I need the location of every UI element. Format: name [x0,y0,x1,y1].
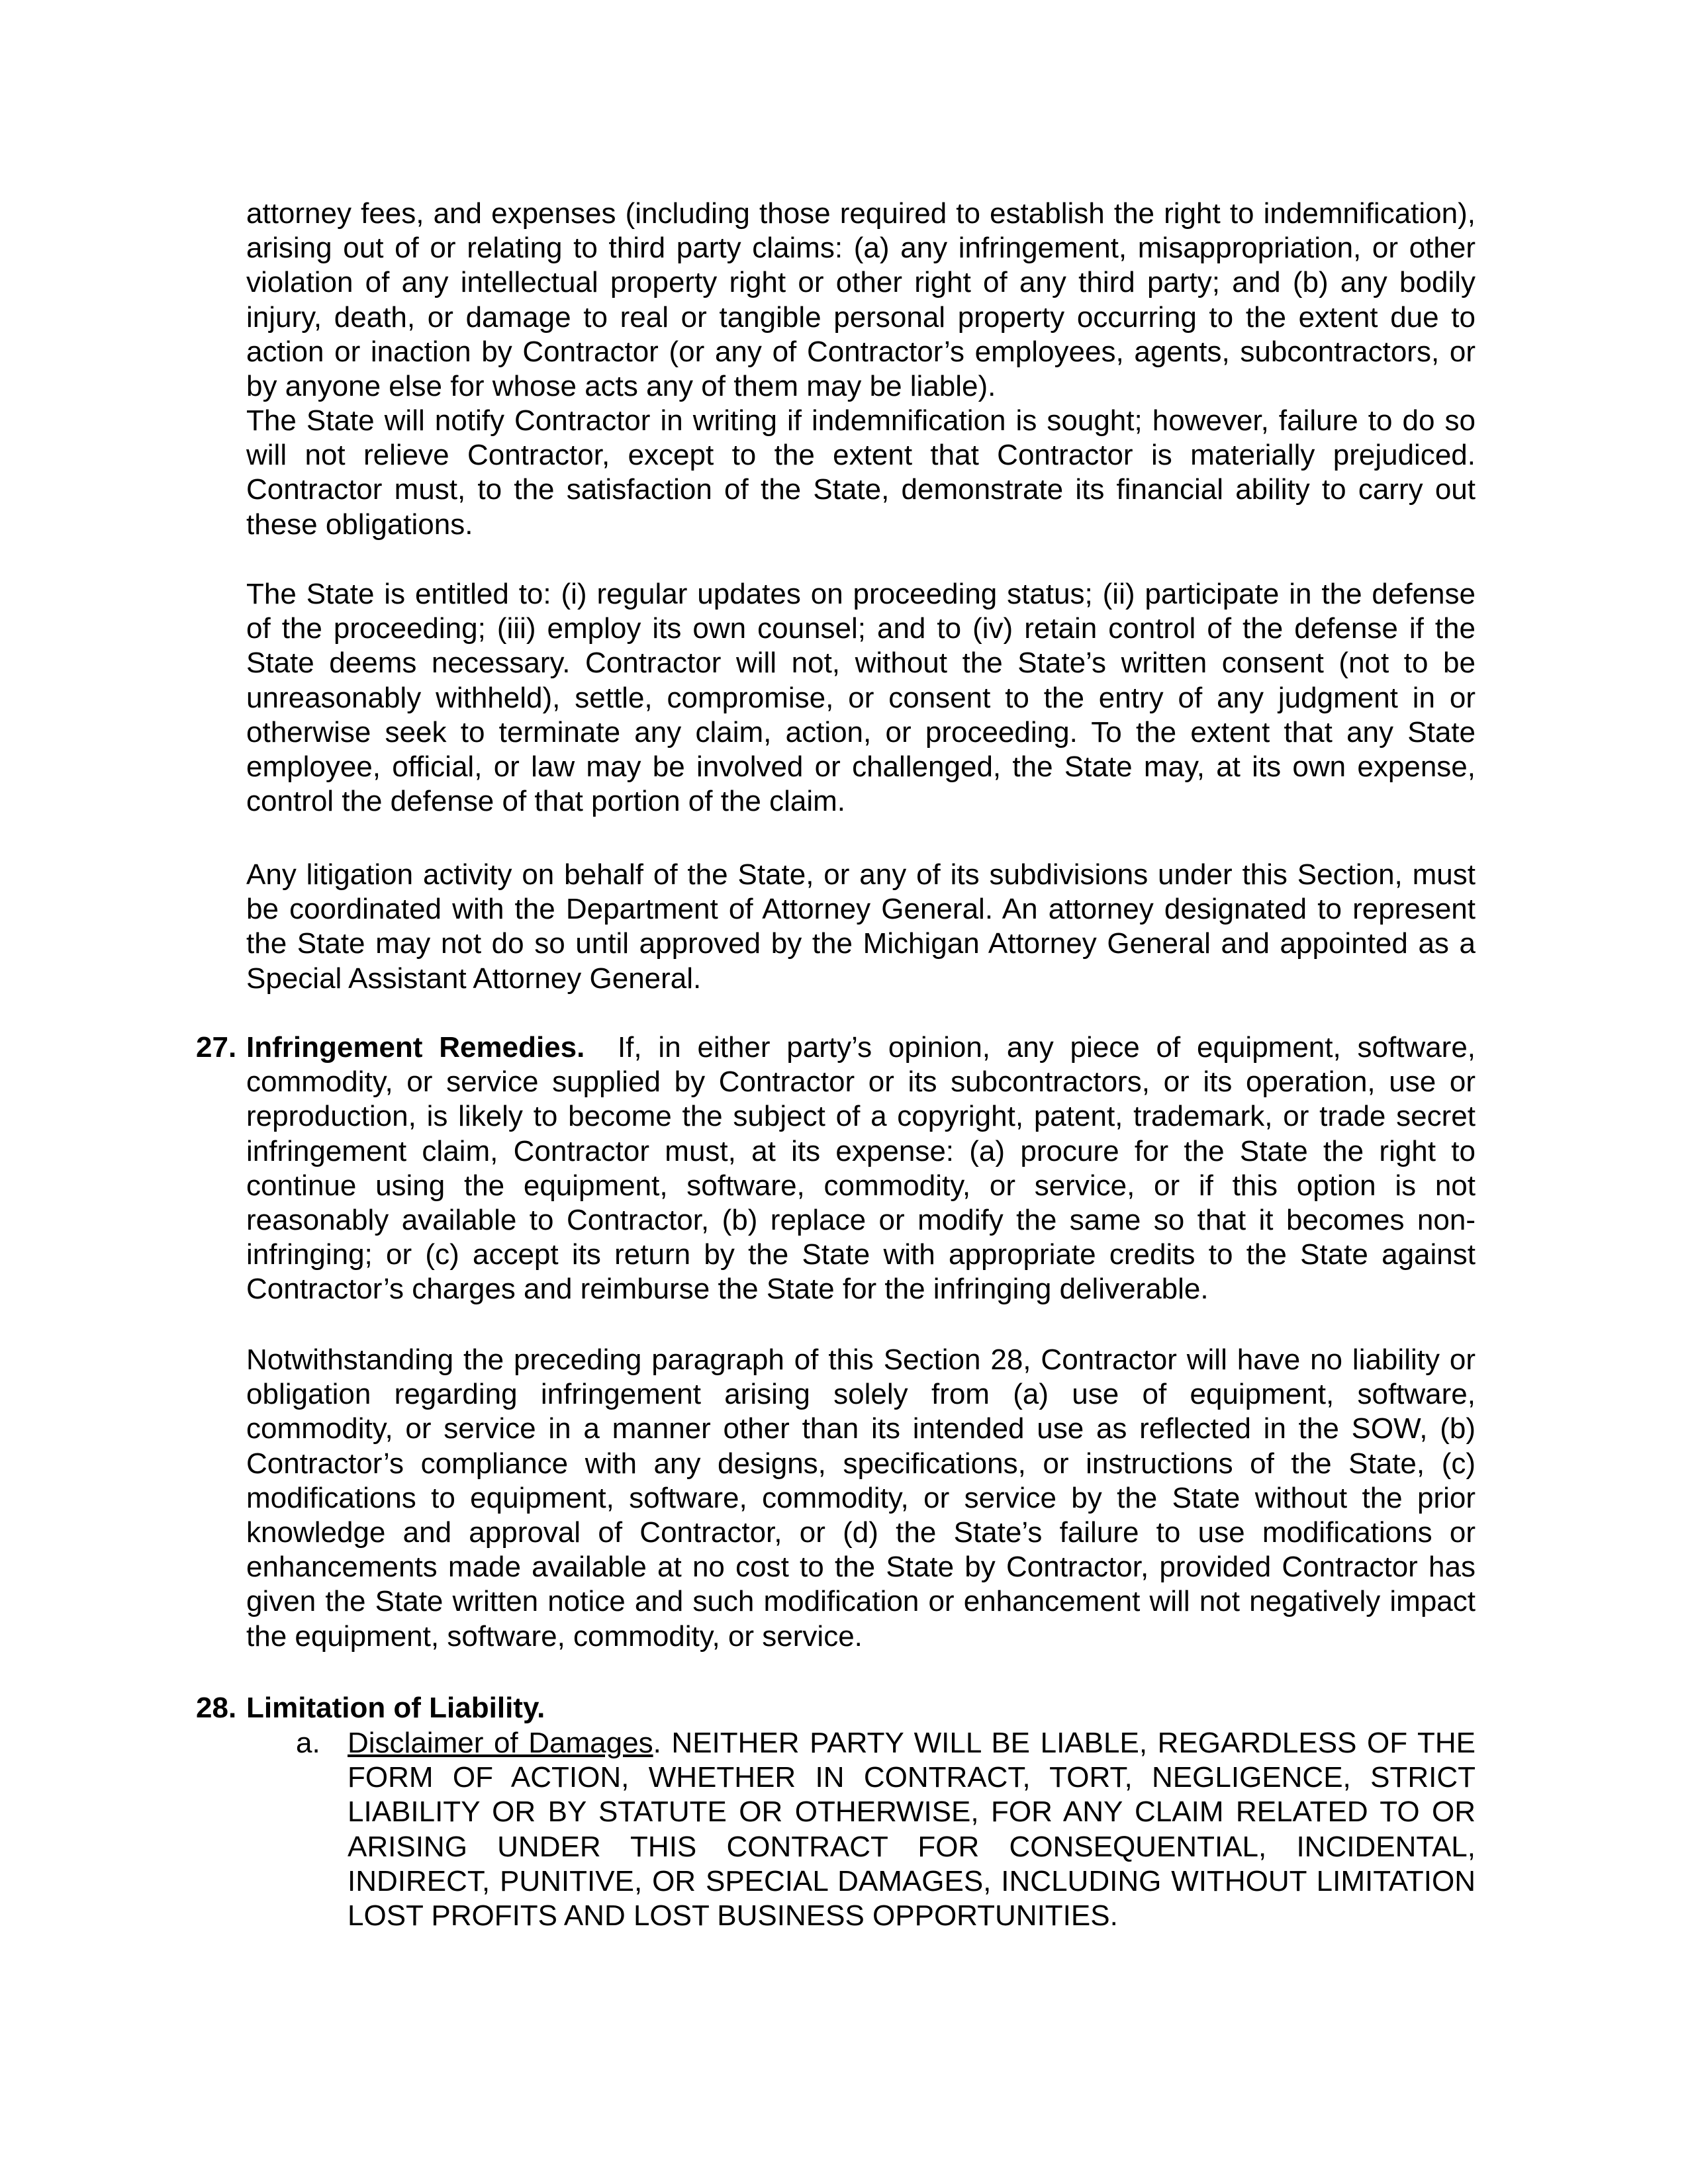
section-28-heading: Limitation of Liability. [246,1692,545,1724]
item-a-letter: a. [296,1727,320,1759]
item-a-text: . NEITHER PARTY WILL BE LIABLE, REGARDLESS OF THE FORM OF ACTION, WHETHER IN CONTRACT, TORT, NEGLIGENCE, STRICT LIABILITY OR BY STATUTE OR OTHERWISE, FOR ANY CLAIM RELATED TO OR ARISING UNDER THIS CONTRACT FOR CONSEQUENTIAL, INCIDENTAL, INDIRECT, PUNITIVE, OR SPECIAL DAMAGES, INCLUDING WITHOUT LIMITATION LOST PROFITS AND LOST BUSINESS OPPORTUNITIES. [348,1727,1476,1933]
section-27-notwithstanding: Notwithstanding the preceding paragraph of this Section 28, Contractor will have no liability or obligation regarding infringement arising solely from (a) use of equipment, software, commodity, or service in a manner other than its intended use as reflected in the SOW, (b) Contractor’s compliance with any designs, specifications, or instructions of the State, (c) modifications to equipment, software, commodity, or service by the State without the prior knowledge and approval of Contractor, or (d) the State’s failure to use modifications or enhancements made available at no cost to the State by Contractor, provided Contractor has given the State written notice and such modification or enhancement will not negatively impact the equipment, software, commodity, or service. [246,1343,1476,1653]
item-a-title: Disclaimer of Damages [348,1727,653,1759]
section-27-heading: Infringement Remedies. [246,1031,585,1064]
section-27-body: If, in either party’s opinion, any piece of equipment, software, commodity, or service supplied by Contractor or its subcontractors, or its operation, use or reproduction, is likely to become the subject of a copyright, patent, trademark, or trade secret infringement claim, Contractor must, at its expense: (a) procure for the State the right to continue using the equipment, software, commodity, or service, or if this option is not reasonably available to Contractor, (b) replace or modify the same so that it becomes non-infringing; or (c) accept its return by the State with appropriate credits to the State against Contractor’s charges and reimburse the State for the infringing deliverable. [246,1031,1476,1306]
section-28-number: 28. [196,1692,237,1724]
paragraph-notification: The State will notify Contractor in writing if indemnification is sought; however, failure to do so will not relieve Contractor, except to the extent that Contractor is materially prejudiced. Contractor must, to the satisfaction of the State, demonstrate its financial ability to carry out these obligations. [246,404,1476,541]
item-a-paragraph [348,1726,1476,1933]
section-27-number: 27. [196,1031,237,1064]
paragraph-state-entitlements: The State is entitled to: (i) regular updates on proceeding status; (ii) participate in the defense of the proceeding; (iii) employ its own counsel; and to (iv) retain control of the defense if the State deems necessary. Contractor will not, without the State’s written consent (not to be unreasonably withheld), settle, compromise, or consent to the entry of any judgment in or otherwise seek to terminate any claim, action, or proceeding. To the extent that any State employee, official, or law may be involved or challenged, the State may, at its own expense, control the defense of that portion of the claim. [246,578,1476,818]
paragraph-indemnification-claims: attorney fees, and expenses (including those required to establish the right to indemnification), arising out of or relating to third party claims: (a) any infringement, misappropriation, or other violation of any intellectual property right or other right of any third party; and (b) any bodily injury, death, or damage to real or tangible personal property occurring to the extent due to action or inaction by Contractor (or any of Contractor’s employees, agents, subcontractors, or by anyone else for whose acts any of them may be liable). [246,197,1476,403]
paragraph-litigation-activity: Any litigation activity on behalf of the State, or any of its subdivisions under this Section, must be coordinated with the Department of Attorney General. An attorney designated to represent the State may not do so until approved by the Michigan Attorney General and appointed as a Special Assistant Attorney General. [246,858,1476,995]
section-27-paragraph [246,1030,1476,1307]
